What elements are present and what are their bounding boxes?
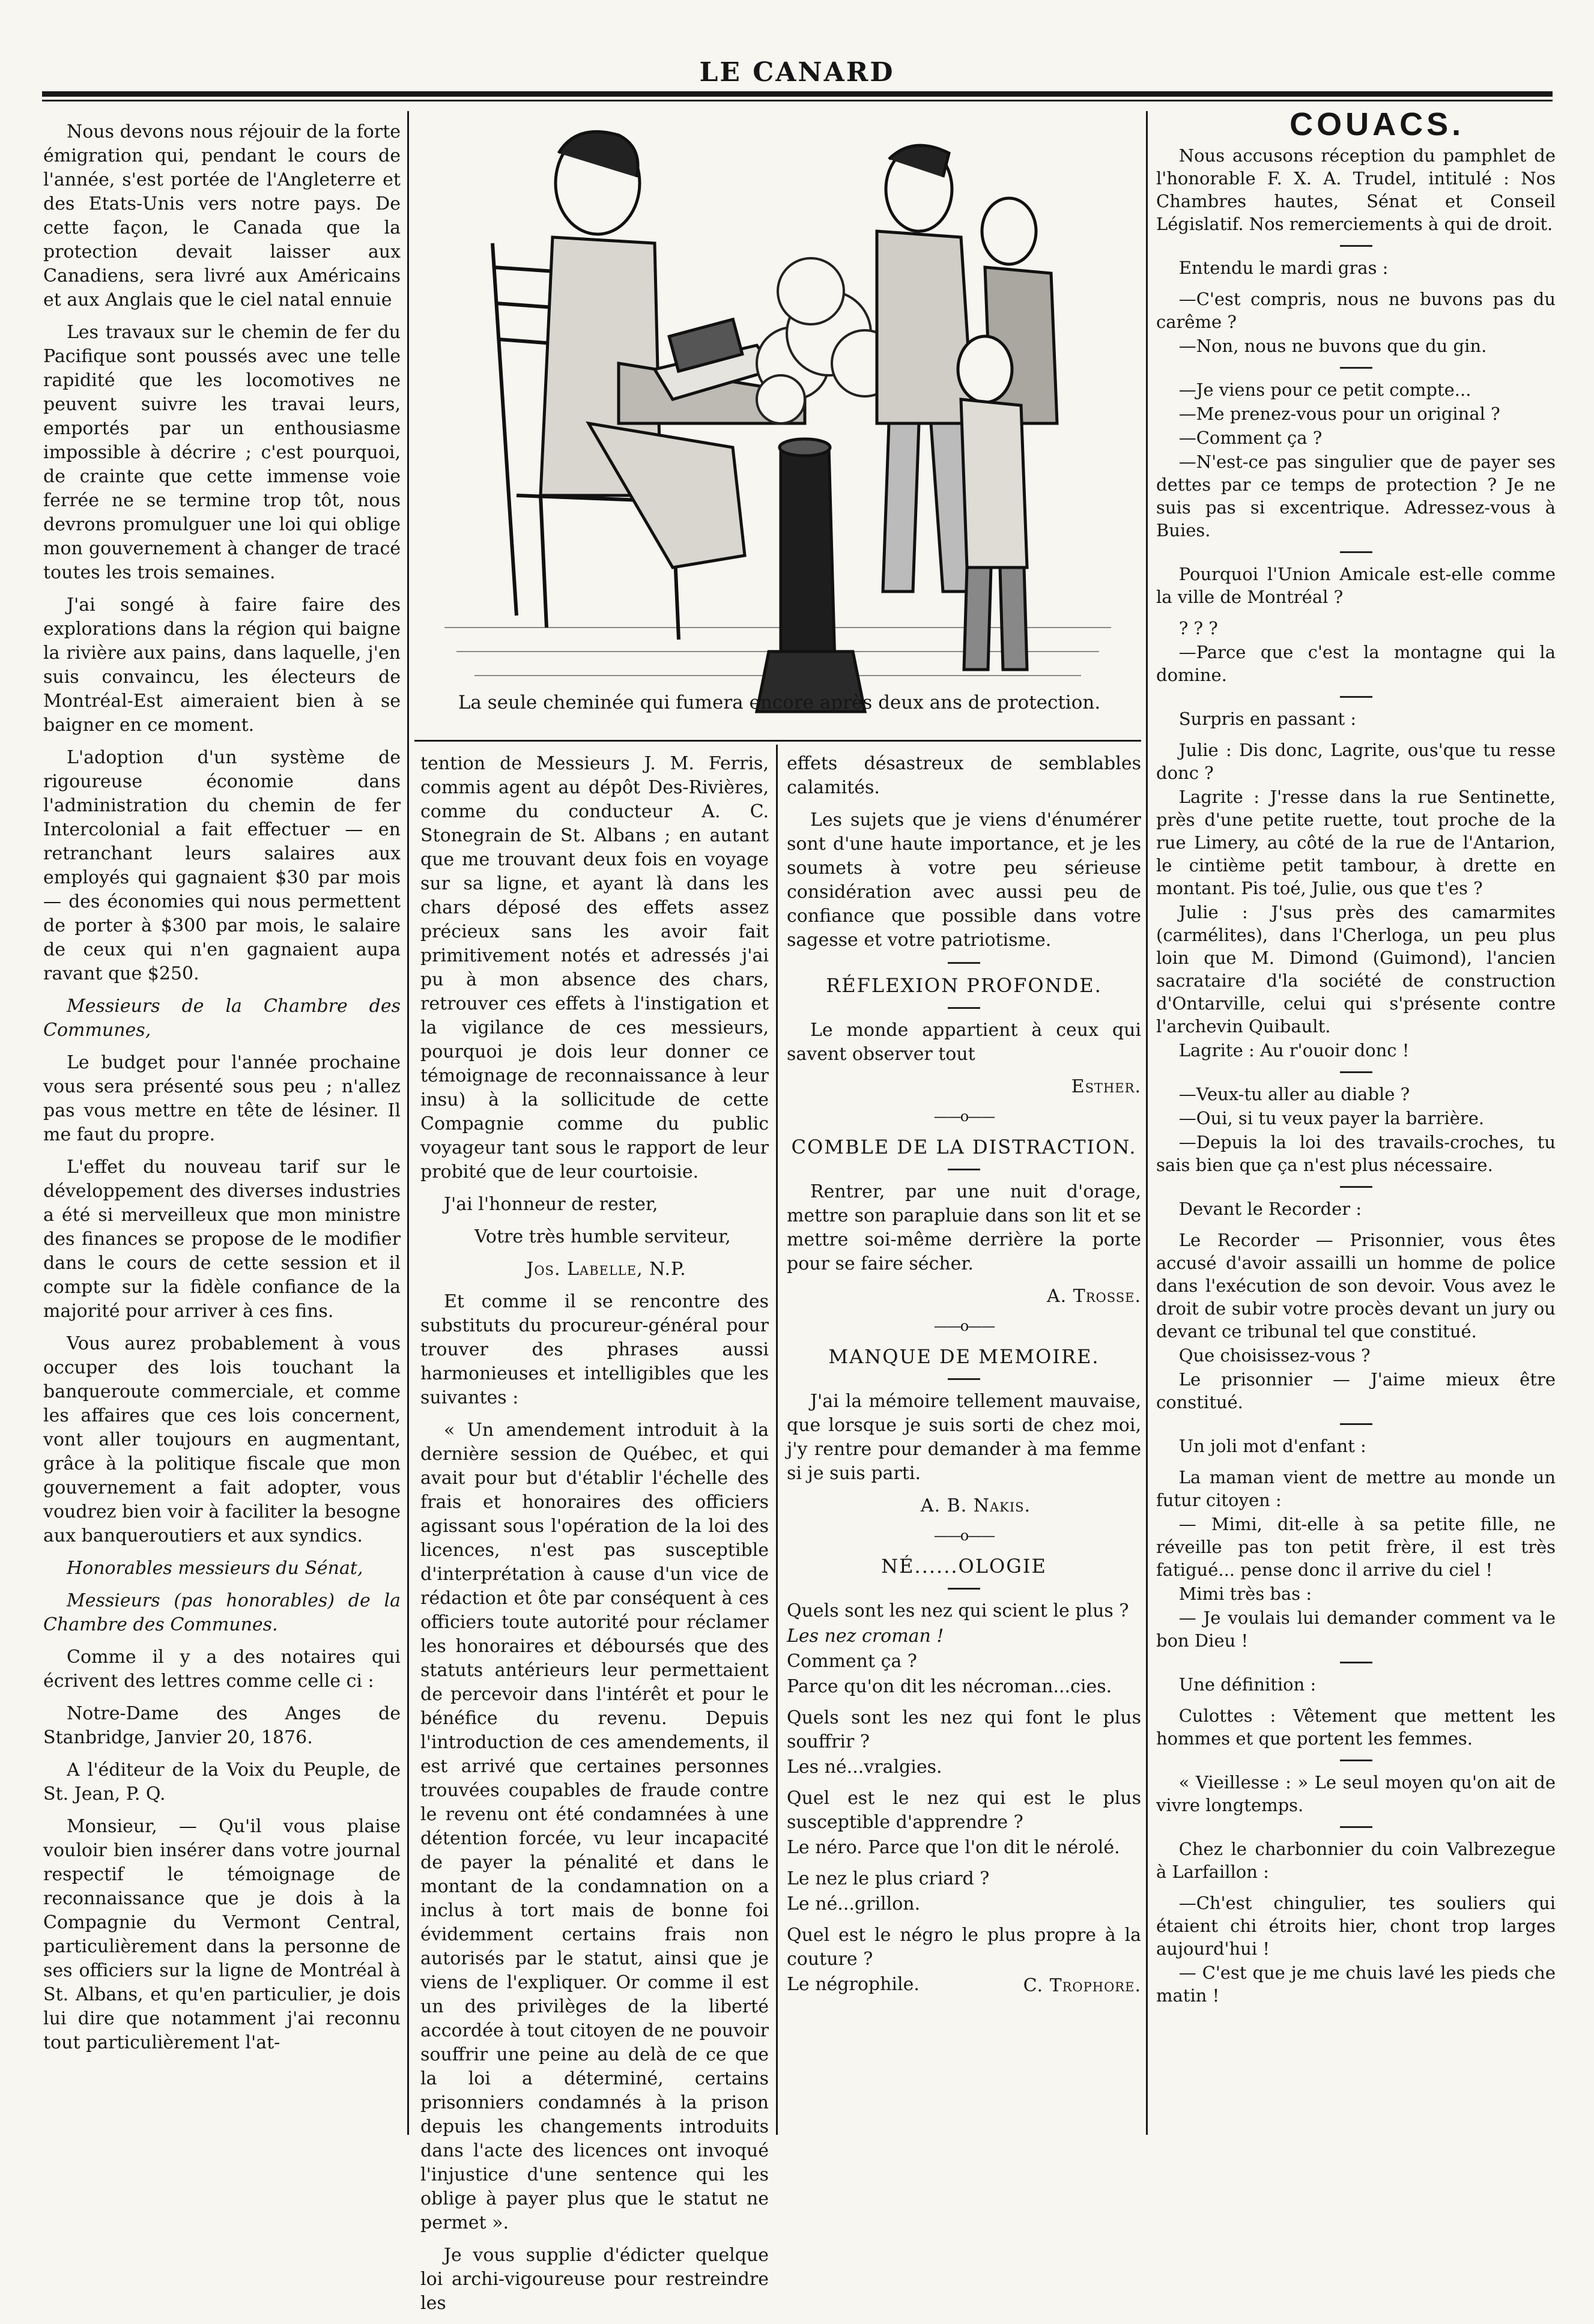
section-heading: COMBLE DE LA DISTRACTION. bbox=[791, 1136, 1137, 1158]
article-paragraph: Vous aurez probablement à vous occuper des lois touchant la banqueroute commerciale, et comme les affaires que ces lois concernent, vont aller toujours en augmentant, grâce à la politique fiscale que mon gouvernement a fait adopter, vous voudrez bien voir à faciliter la besogne aux banqueroutiers et aux syndics. bbox=[43, 1333, 401, 1546]
dialogue-line: —Comment ça ? bbox=[1178, 428, 1323, 448]
letter-closing: J'ai l'honneur de rester, bbox=[444, 1194, 658, 1215]
masthead-rule-thin bbox=[42, 100, 1553, 101]
dialogue-line: Culottes : Vêtement que mettent les hommes et que portent les femmes. bbox=[1156, 1705, 1556, 1749]
article-paragraph: Les travaux sur le chemin de fer du Pacifique sont poussés avec une telle rapidité que les locomotives ne peuvent suivre les travai leurs, emportés par un enthousiasme impossible à décrire ; c'est pourquoi, de crainte que cette immense voie ferrée ne se termine trop tôt, nous devrons promulguer une loi qui oblige mon gouvernement à changer de tracé toutes les trois semaines. bbox=[43, 322, 401, 583]
dialogue-line: — Je voulais lui demander comment va le bon Dieu ! bbox=[1156, 1608, 1556, 1651]
ornament-divider: ——o—— bbox=[933, 1108, 995, 1125]
joke-text: Rentrer, par une nuit d'orage, mettre son parapluie dans son lit et se mettre soi-même derrière la porte pour se faire sécher. bbox=[787, 1181, 1141, 1274]
column-4 bbox=[1156, 106, 1556, 2015]
article-paragraph: Comme il y a des notaires qui écrivent des lettres comme celle ci : bbox=[43, 1647, 401, 1692]
item-text: « Vieillesse : » Le seul moyen qu'on ait de vivre longtemps. bbox=[1156, 1772, 1556, 1815]
column-divider bbox=[407, 111, 409, 2135]
section-heading: Messieurs (pas honorables) de la Chambre des Communes. bbox=[43, 1590, 401, 1635]
dialogue-line: —Depuis la loi des travails-croches, tu sais bien que ça n'est plus nécessaire. bbox=[1156, 1132, 1556, 1175]
masthead: LE CANARD bbox=[699, 57, 895, 88]
section-divider bbox=[1340, 551, 1372, 553]
riddle-answer: Le néro. Parce que l'on dit le nérolé. bbox=[787, 1837, 1120, 1858]
section-divider bbox=[1340, 367, 1372, 369]
section-heading: RÉFLEXION PROFONDE. bbox=[826, 974, 1102, 997]
ornament-divider: ——o—— bbox=[933, 1318, 995, 1334]
dialogue-line: —Ch'est chingulier, tes souliers qui étaient chi étroits hier, chont trop larges aujourd'hui ! bbox=[1156, 1893, 1556, 1959]
section-divider bbox=[948, 962, 980, 964]
dialogue-line: —N'est-ce pas singulier que de payer ses dettes par ce temps de protection ? Je ne suis pas si excentrique. Adressez-vous à Buies. bbox=[1156, 452, 1556, 540]
section-divider bbox=[1340, 1760, 1372, 1761]
dialogue-line: Que choisissez-vous ? bbox=[1178, 1345, 1371, 1366]
dialogue-line: Lagrite : Au r'ouoir donc ! bbox=[1178, 1040, 1410, 1061]
standing-men-drawing bbox=[877, 145, 1057, 670]
item-text: Pourquoi l'Union Amicale est-elle comme la ville de Montréal ? bbox=[1156, 564, 1556, 607]
boot-chimney-drawing bbox=[757, 439, 865, 712]
dialogue-line: ? ? ? bbox=[1178, 618, 1218, 638]
illustration-caption: La seule cheminée qui fumera encore après deux ans de protection. bbox=[458, 692, 1101, 713]
dialogue-line: Le prisonnier — J'aime mieux être constitué. bbox=[1156, 1369, 1556, 1412]
section-divider bbox=[948, 1007, 980, 1009]
masthead-rule bbox=[42, 91, 1553, 97]
riddle-answer: Les né...vralgies. bbox=[787, 1757, 942, 1778]
article-paragraph: Nous devons nous réjouir de la forte émigration qui, pendant le cours de l'année, s'est portée de l'Angleterre et des Etats-Unis vers notre pays. De cette façon, le Canada que la protection devait laisser aux Canadiens, sera livré aux Américains et aux Anglais que le ciel natal ennuie bbox=[43, 121, 401, 310]
riddle-question: Quel est le négro le plus propre à la couture ? bbox=[787, 1925, 1141, 1970]
article-paragraph: Le budget pour l'année prochaine vous sera présenté sous peu ; n'allez pas vous mettre en tête de lésiner. Il me faut du propre. bbox=[43, 1052, 401, 1145]
signature: Jos. Labelle, N.P. bbox=[526, 1259, 686, 1280]
section-heading: Messieurs de la Chambre des Communes, bbox=[43, 996, 401, 1041]
couacs-title: COUACS. bbox=[1289, 106, 1465, 142]
article-paragraph: L'effet du nouveau tarif sur le développement des diverses industries a été si merveilleux que mon ministre des finances se propose de le modifier dans le cours de cette session et il compte sur la fidèle confiance de la majorité pour arriver à ces fins. bbox=[43, 1157, 401, 1322]
riddle-question: Quels sont les nez qui scient le plus ? bbox=[787, 1600, 1129, 1621]
dialogue-line: — C'est que je me chuis lavé les pieds che matin ! bbox=[1156, 1962, 1556, 2006]
article-paragraph: Les sujets que je viens d'énumérer sont d'une haute importance, et je les soumets à votre peu sérieuse considération avec aussi peu de confiance que possible dans votre sagesse et votre patriotisme. bbox=[787, 809, 1141, 951]
riddle-answer: Parce qu'on dit les nécroman...cies. bbox=[787, 1676, 1112, 1697]
section-divider bbox=[948, 1378, 980, 1380]
item-intro: Chez le charbonnier du coin Valbrezegue à Larfaillon : bbox=[1156, 1839, 1556, 1882]
article-paragraph: J'ai songé à faire faire des explorations dans la région qui baigne la rivière aux pains, dans laquelle, j'en suis convaincu, les électeurs de Montréal-Est aimeraient bien à se baigner en ce moment. bbox=[43, 595, 401, 736]
dialogue-line: Mimi très bas : bbox=[1178, 1584, 1312, 1604]
dialogue-line: —Parce que c'est la montagne qui la domine. bbox=[1156, 642, 1556, 685]
riddle-question: Quel est le nez qui est le plus susceptible d'apprendre ? bbox=[787, 1788, 1141, 1833]
column-1 bbox=[43, 120, 401, 2063]
item-intro: Un joli mot d'enfant : bbox=[1178, 1436, 1366, 1456]
dialogue-line: Le Recorder — Prisonnier, vous êtes accusé d'avoir assailli un homme de police dans l'exécution de son devoir. Vous avez le droit de subir votre procès devant un jury ou devant ce tribunal tel que constitué. bbox=[1156, 1230, 1556, 1342]
quoted-paragraph: « Un amendement introduit à la dernière session de Québec, et qui avait pour but d'établir l'échelle des frais et honoraires des officiers agissant sous l'opération de la loi des licences, n'est pas susceptible d'interprétation à cause d'un vice de rédaction et ôte par conséquent à ces officiers toute autorité pour réclamer les honoraires et déboursés que des statuts antérieurs leur permettaient de percevoir dans l'intérêt et pour le bénéfice du revenu. Depuis l'introduction de ces amendements, il est arrivé que certaines personnes trouvées coupables de fraude contre le revenu ont été condamnées à une détention forcée, vu leur incapacité de payer la pénalité et dans le montant de la condamnation on a inclus à tort mais de bonne foi évidemment certains frais non autorisés par le statut, ainsi que je viens de l'expliquer. Or comme il est un des privilèges de la liberté accordée à tout citoyen de ne pouvoir souffrir une peine au delà de ce que la loi a déterminé, certains prisonniers condamnés à la prison depuis les changements introduits dans l'acte des licences ont invoqué l'injustice d'une sentence qui les oblige à payer plus que le statut ne permet ». bbox=[420, 1420, 769, 2233]
column-divider bbox=[1146, 111, 1148, 2135]
section-divider bbox=[1340, 1423, 1372, 1425]
letter-address: A l'éditeur de la Voix du Peuple, de St. Jean, P. Q. bbox=[43, 1760, 401, 1805]
section-heading: Honorables messieurs du Sénat, bbox=[67, 1558, 363, 1579]
joke-signature: Esther. bbox=[1071, 1076, 1141, 1097]
section-divider bbox=[1340, 696, 1372, 698]
article-paragraph: Je vous supplie d'édicter quelque loi archi-vigoureuse pour restreindre les bbox=[420, 2245, 769, 2314]
section-divider bbox=[1340, 1071, 1372, 1073]
section-heading: MANQUE DE MEMOIRE. bbox=[828, 1345, 1100, 1368]
dialogue-line: —Veux-tu aller au diable ? bbox=[1178, 1084, 1410, 1104]
dateline: Notre-Dame des Anges de Stanbridge, Janvier 20, 1876. bbox=[43, 1703, 401, 1748]
riddle-answer: Les nez croman ! bbox=[787, 1626, 944, 1647]
section-divider bbox=[948, 1588, 980, 1590]
riddle-question: Le nez le plus criard ? bbox=[787, 1868, 990, 1889]
joke-text: Le monde appartient à ceux qui savent observer tout bbox=[787, 1020, 1141, 1065]
section-divider bbox=[948, 1169, 980, 1170]
section-divider bbox=[1340, 1186, 1372, 1188]
riddle-question: Comment ça ? bbox=[787, 1651, 917, 1672]
dialogue-line: —Oui, si tu veux payer la barrière. bbox=[1178, 1108, 1485, 1128]
letter-paragraph: tention de Messieurs J. M. Ferris, commis agent au dépôt Des-Rivières, comme du conducteur A. C. Stonegrain de St. Albans ; en autant que me trouvant deux fois en voyage sur sa ligne, et ayant là dans les chars déposé des effets assez précieux sans les avoir fait primitivement notés et adressés j'ai pu à mon absence des chars, retrouver ces effets à l'instigation et la vigilance de ces messieurs, pourquoi je dois leur donner ce témoignage de reconnaissance à leur insu) à la sollicitude de cette Compagnie comme du public voyageur tant sous le rapport de leur probité que de leur courtoisie. bbox=[420, 753, 769, 1182]
riddle-answer: Le négrophile. bbox=[787, 1974, 920, 1995]
dialogue-line: Julie : Dis donc, Lagrite, ous'que tu resse donc ? bbox=[1156, 740, 1556, 783]
article-paragraph: Et comme il se rencontre des substituts du procureur-général pour trouver des phrases aussi harmonieuses et intelligibles que les suivantes : bbox=[420, 1291, 769, 1408]
item-intro: Entendu le mardi gras : bbox=[1178, 258, 1389, 278]
article-paragraph: L'adoption d'un système de rigoureuse économie dans l'administration du chemin de fer Intercolonial a fait effectuer — en retranchant leurs salaires aux employés qui gagnaient $30 par mois — des économies qui nous permettent de porter à $300 par mois, le salaire de ceux qui n'en gagnaient aupa ravant que $250. bbox=[43, 747, 401, 984]
joke-signature: A. B. Nakis. bbox=[920, 1495, 1031, 1516]
joke-signature: C. Trophore. bbox=[1023, 1975, 1141, 1996]
dialogue-line: Julie : J'sus près des camarmites (carmélites), dans l'Cherloga, un peu plus loin que M. Dimond (Guimond), l'ancien sacrataire d'la société de construction d'Ontarville, celui qui s'présente contre l'archevin Quibault. bbox=[1156, 902, 1556, 1036]
riddle-answer: Le né...grillon. bbox=[787, 1893, 921, 1914]
dialogue-line: Lagrite : J'resse dans la rue Sentinette, près d'une petite ruette, tout proche de la rue Limery, au côté de la rue de l'Antarion, le cintième petit tambour, à drette en montant. Pis toé, Julie, ous que t'es ? bbox=[1156, 787, 1556, 898]
item-intro: Une définition : bbox=[1178, 1674, 1317, 1695]
letter-paragraph: Monsieur, — Qu'il vous plaise vouloir bien insérer dans votre journal respectif le témoignage de reconnaissance que je dois à la Compagnie du Vermont Central, particulièrement dans la personne de ses officiers sur la ligne de Montréal à St. Albans, et qu'en particulier, je dois lui dire que notamment j'ai reconnu tout particulièrement l'at- bbox=[43, 1816, 401, 2053]
column-2 bbox=[420, 752, 769, 2324]
ornament-divider: ——o—— bbox=[933, 1527, 995, 1544]
letter-closing: Votre très humble serviteur, bbox=[474, 1226, 731, 1247]
section-divider bbox=[1340, 245, 1372, 247]
article-paragraph: effets désastreux de semblables calamités. bbox=[787, 753, 1141, 798]
section-divider bbox=[1340, 1662, 1372, 1663]
section-divider bbox=[1340, 1826, 1372, 1828]
joke-text: J'ai la mémoire tellement mauvaise, que lorsque je suis sorti de chez moi, j'y rentre pour demander à ma femme si je suis parti. bbox=[787, 1391, 1141, 1484]
item-text: Nous accusons réception du pamphlet de l'honorable F. X. A. Trudel, intitulé : Nos Chambres hautes, Sénat et Conseil Législatif. Nos remerciements à qui de droit. bbox=[1156, 145, 1556, 234]
column-divider bbox=[776, 745, 778, 2135]
riddle-question: Quels sont les nez qui font le plus souffrir ? bbox=[787, 1707, 1141, 1752]
dialogue-line: —Je viens pour ce petit compte... bbox=[1178, 380, 1471, 400]
dialogue-line: —C'est compris, nous ne buvons pas du carême ? bbox=[1156, 289, 1556, 332]
dialogue-line: —Non, nous ne buvons que du gin. bbox=[1178, 336, 1487, 356]
cartoon-illustration bbox=[420, 111, 1138, 775]
item-intro: Surpris en passant : bbox=[1178, 709, 1357, 729]
item-intro: Devant le Recorder : bbox=[1178, 1199, 1362, 1219]
dialogue-line: —Me prenez-vous pour un original ? bbox=[1178, 404, 1500, 424]
column-3 bbox=[787, 752, 1141, 2006]
dialogue-line: La maman vient de mettre au monde un futur citoyen : bbox=[1156, 1467, 1556, 1510]
joke-signature: A. Trosse. bbox=[1046, 1286, 1141, 1307]
section-heading: NÉ......OLOGIE bbox=[881, 1555, 1047, 1578]
dialogue-line: — Mimi, dit-elle à sa petite fille, ne réveille pas ton petit frère, il est très fatigué... pense donc il arrive du ciel ! bbox=[1156, 1514, 1556, 1580]
